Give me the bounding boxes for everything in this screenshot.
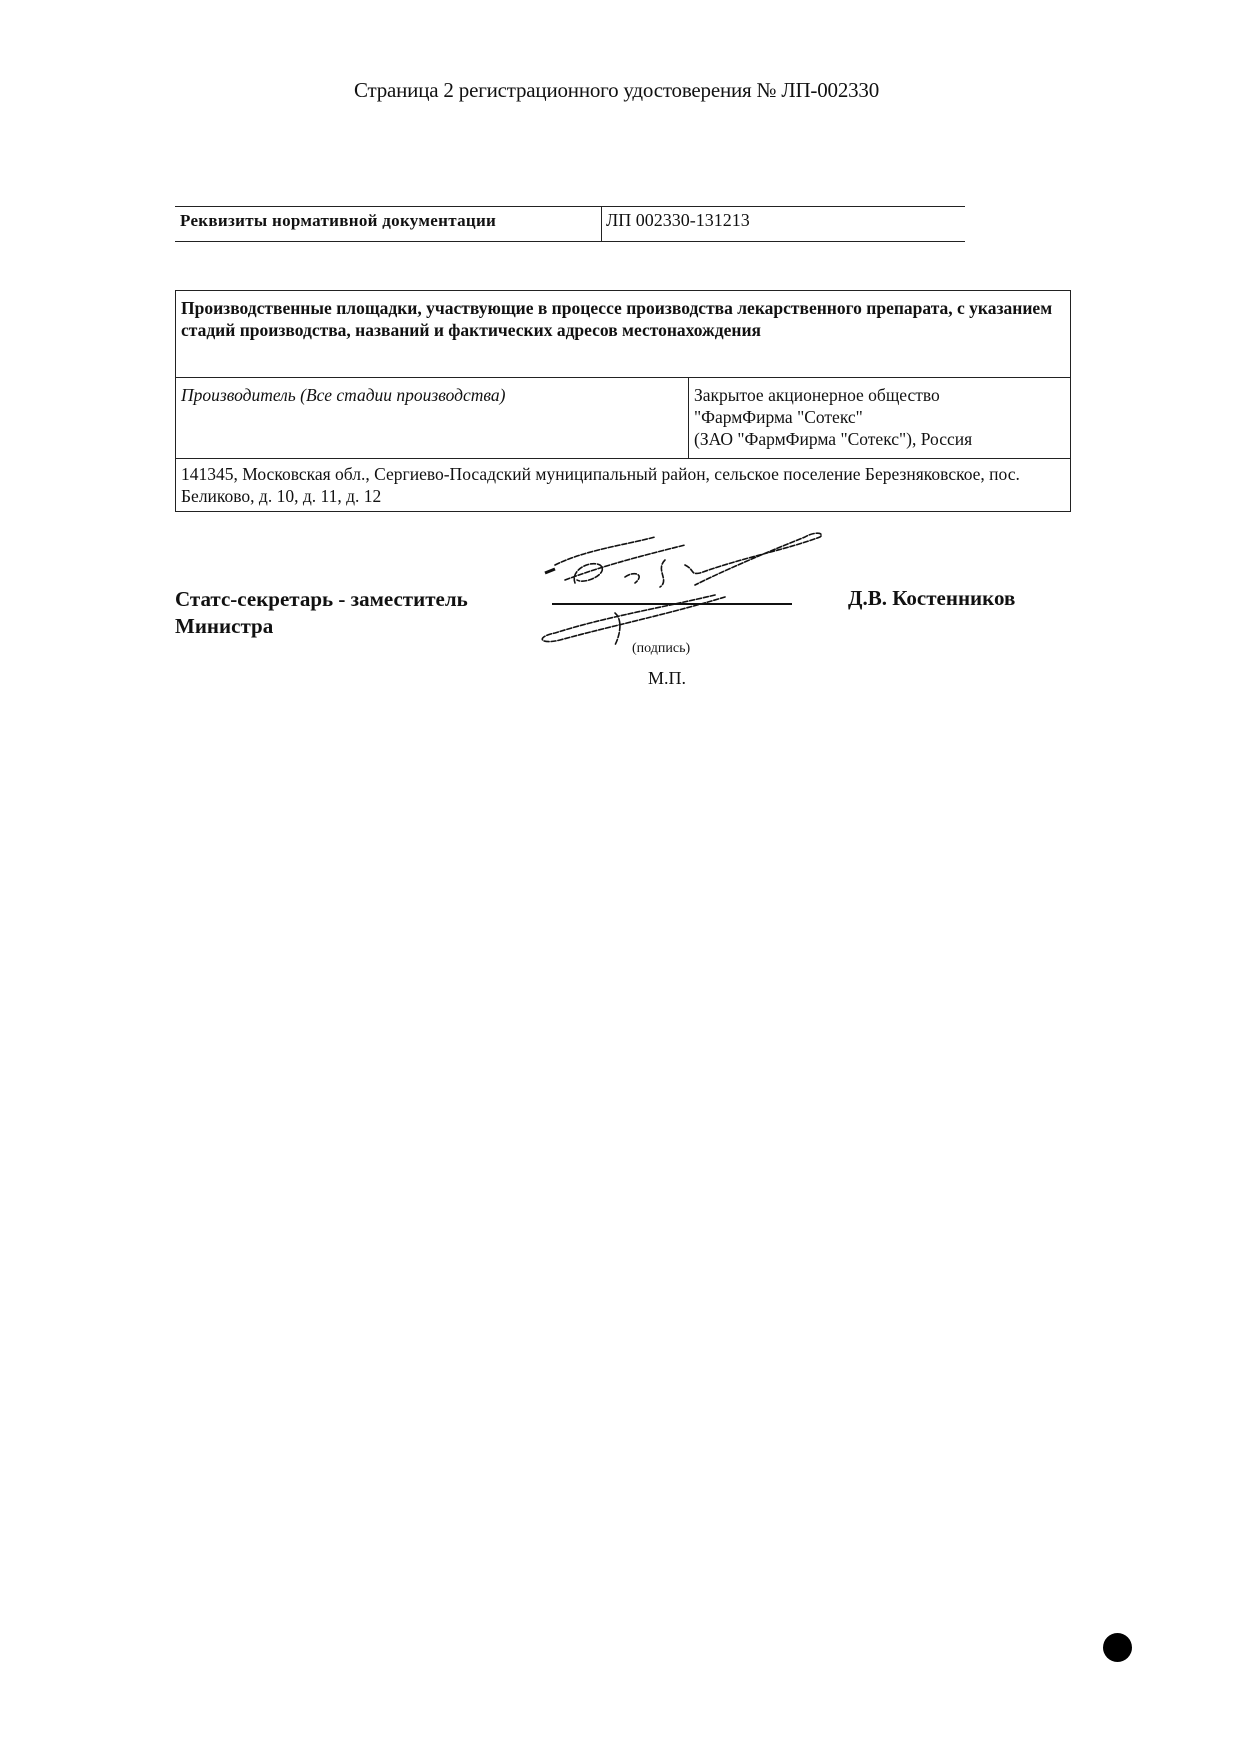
requisites-divider — [601, 206, 602, 242]
page-title: Страница 2 регистрационного удостоверения № ЛП-002330 — [353, 78, 880, 102]
company-line: (ЗАО "ФармФирма "Сотекс"), Россия — [694, 429, 973, 449]
table-row — [176, 378, 1071, 459]
handwritten-signature-icon — [515, 525, 835, 655]
scan-mark-dot-icon — [1103, 1633, 1132, 1662]
signatory-role-line: Статс-секретарь - заместитель — [175, 587, 468, 611]
producer-role: Производитель (Все стадии производства) — [176, 378, 689, 459]
requisites-top-rule — [175, 206, 965, 207]
production-sites-header: Производственные площадки, участвующие в процессе производства лекарственного препарата, с указанием стадий производства, названий и фактических адресов местонахождения — [176, 291, 1071, 378]
producer-company — [689, 378, 1071, 459]
production-sites-table — [175, 290, 1071, 512]
stamp-placeholder: М.П. — [648, 668, 687, 688]
producer-address: 141345, Московская обл., Сергиево-Посадский муниципальный район, сельское поселение Березняковское, пос. Беликово, д. 10, д. 11, д. 12 — [176, 459, 1071, 512]
table-row — [176, 459, 1071, 512]
signatory-name: Д.В. Костенников — [848, 586, 1016, 610]
requisites-bottom-rule — [175, 241, 965, 242]
company-line: Закрытое акционерное общество — [694, 385, 940, 405]
company-line: "ФармФирма "Сотекс" — [694, 407, 863, 427]
signatory-role-line: Министра — [175, 614, 274, 638]
signature-line — [552, 603, 792, 605]
signature-hint: (подпись) — [632, 641, 691, 656]
requisites-label: Реквизиты нормативной документации — [180, 211, 497, 230]
requisites-value: ЛП 002330-131213 — [606, 210, 750, 230]
signatory-role — [175, 586, 468, 640]
